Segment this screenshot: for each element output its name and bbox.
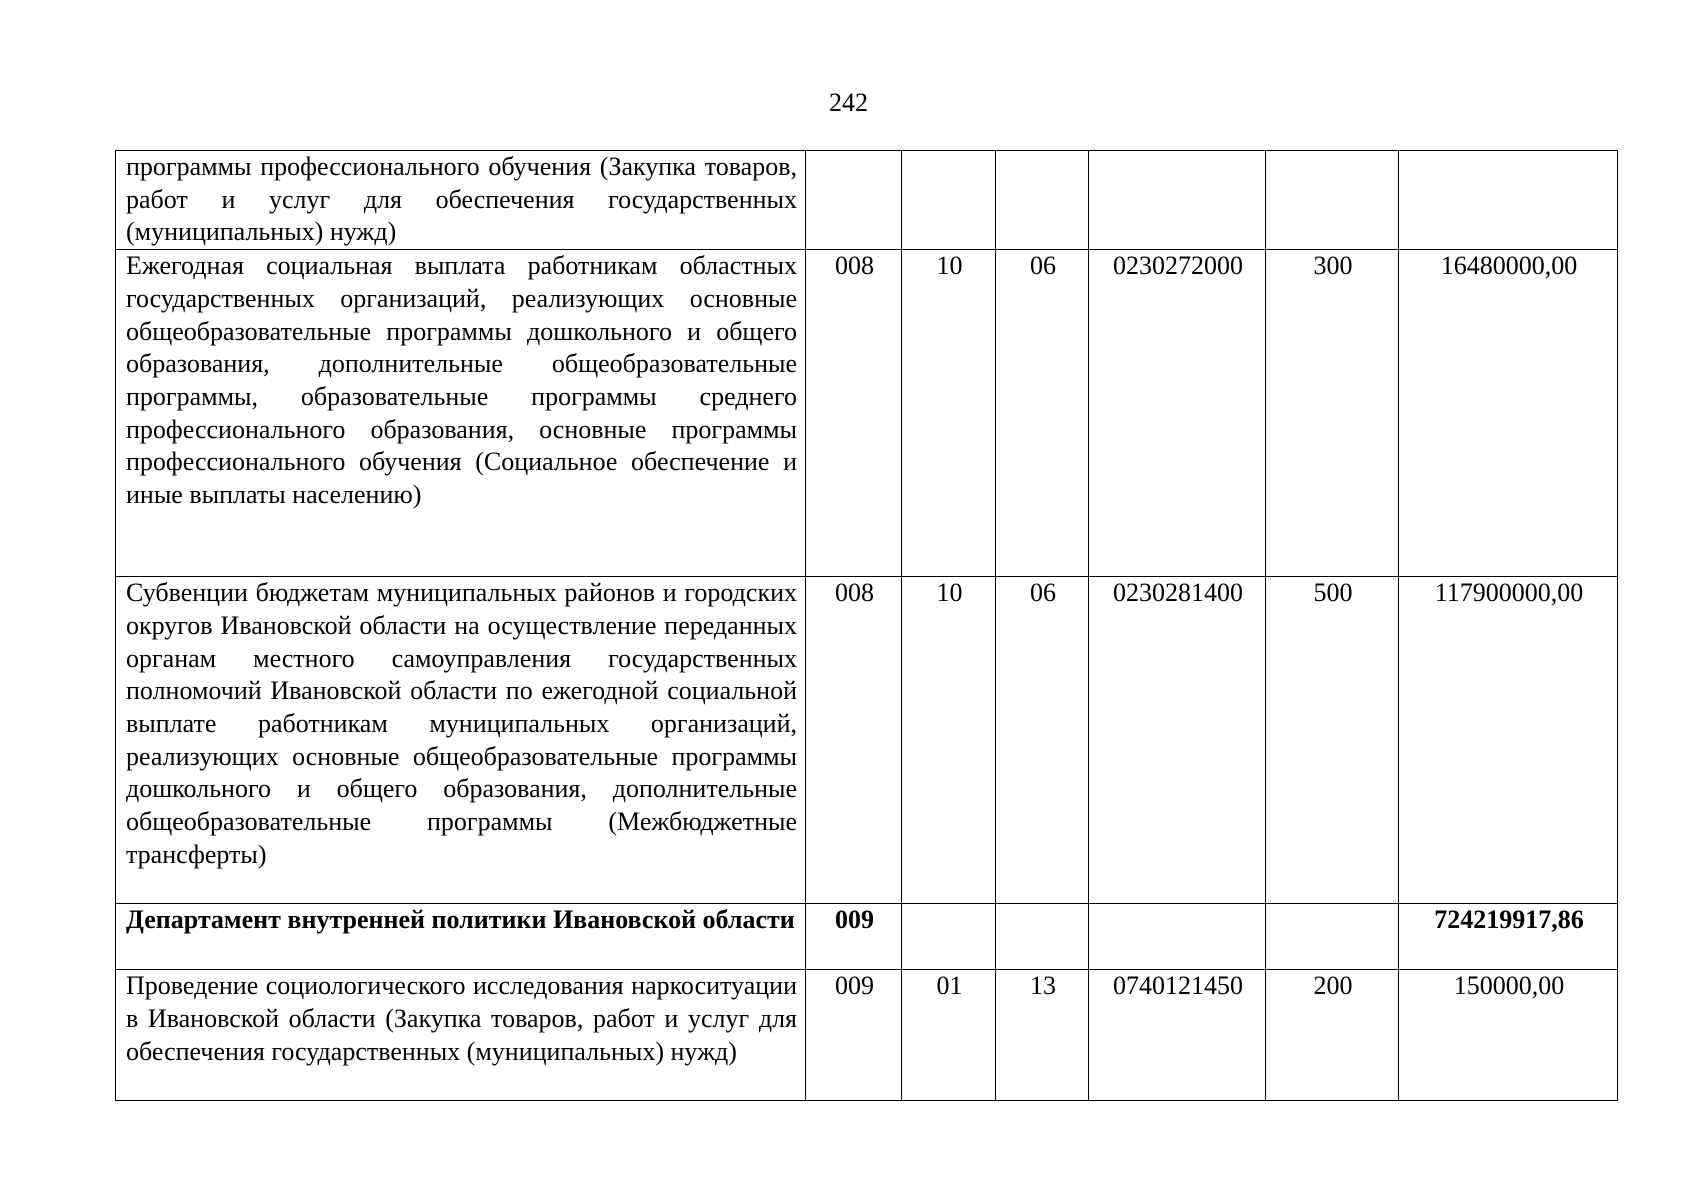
target-article-code [1089, 904, 1266, 970]
row-description: Субвенции бюджетам муниципальных районов и городских округов Ивановской области на осуществление переданных органам местного самоуправления государственных полномочий Ивановской области по ежегодной социальной выплате работникам муниципальных организаций, реализующих основные общеобразовательные программы дошкольного и общего образования, дополнительные общеобразовательные программы (Межбюджетные трансферты) [116, 577, 806, 904]
amount: 117900000,00 [1399, 577, 1618, 904]
department-total-amount: 724219917,86 [1399, 904, 1618, 970]
ministry-code: 008 [806, 250, 902, 577]
target-article-code: 0230281400 [1089, 577, 1266, 904]
section-code: 01 [902, 970, 996, 1101]
row-description: Проведение социологического исследования наркоситуации в Ивановской области (Закупка товаров, работ и услуг для обеспечения государственных (муниципальных) нужд) [116, 970, 806, 1101]
target-article-code [1089, 151, 1266, 250]
subsection-code: 06 [996, 250, 1089, 577]
section-code: 10 [902, 250, 996, 577]
expense-type-code: 300 [1266, 250, 1399, 577]
row-description: программы профессионального обучения (Закупка товаров, работ и услуг для обеспечения государственных (муниципальных) нужд) [116, 151, 806, 250]
department-name: Департамент внутренней политики Ивановской области [116, 904, 806, 970]
subsection-code [996, 151, 1089, 250]
page-number: 242 [829, 88, 868, 117]
ministry-code: 008 [806, 577, 902, 904]
expense-type-code: 200 [1266, 970, 1399, 1101]
table-row-department [116, 904, 1618, 970]
table-row [116, 577, 1618, 904]
table-row [116, 151, 1618, 250]
row-description: Ежегодная социальная выплата работникам областных государственных организаций, реализующих основные общеобразовательные программы дошкольного и общего образования, дополнительные общеобразовательные программы, образовательные программы среднего профессионального образования, основные программы профессионального обучения (Социальное обеспечение и иные выплаты населению) [116, 250, 806, 577]
section-code: 10 [902, 577, 996, 904]
subsection-code: 06 [996, 577, 1089, 904]
section-code [902, 904, 996, 970]
budget-table [115, 150, 1618, 1101]
subsection-code: 13 [996, 970, 1089, 1101]
expense-type-code [1266, 904, 1399, 970]
target-article-code: 0230272000 [1089, 250, 1266, 577]
amount [1399, 151, 1618, 250]
amount: 16480000,00 [1399, 250, 1618, 577]
expense-type-code: 500 [1266, 577, 1399, 904]
subsection-code [996, 904, 1089, 970]
ministry-code: 009 [806, 970, 902, 1101]
ministry-code: 009 [806, 904, 902, 970]
table-row [116, 970, 1618, 1101]
section-code [902, 151, 996, 250]
amount: 150000,00 [1399, 970, 1618, 1101]
expense-type-code [1266, 151, 1399, 250]
ministry-code [806, 151, 902, 250]
target-article-code: 0740121450 [1089, 970, 1266, 1101]
table-row [116, 250, 1618, 577]
